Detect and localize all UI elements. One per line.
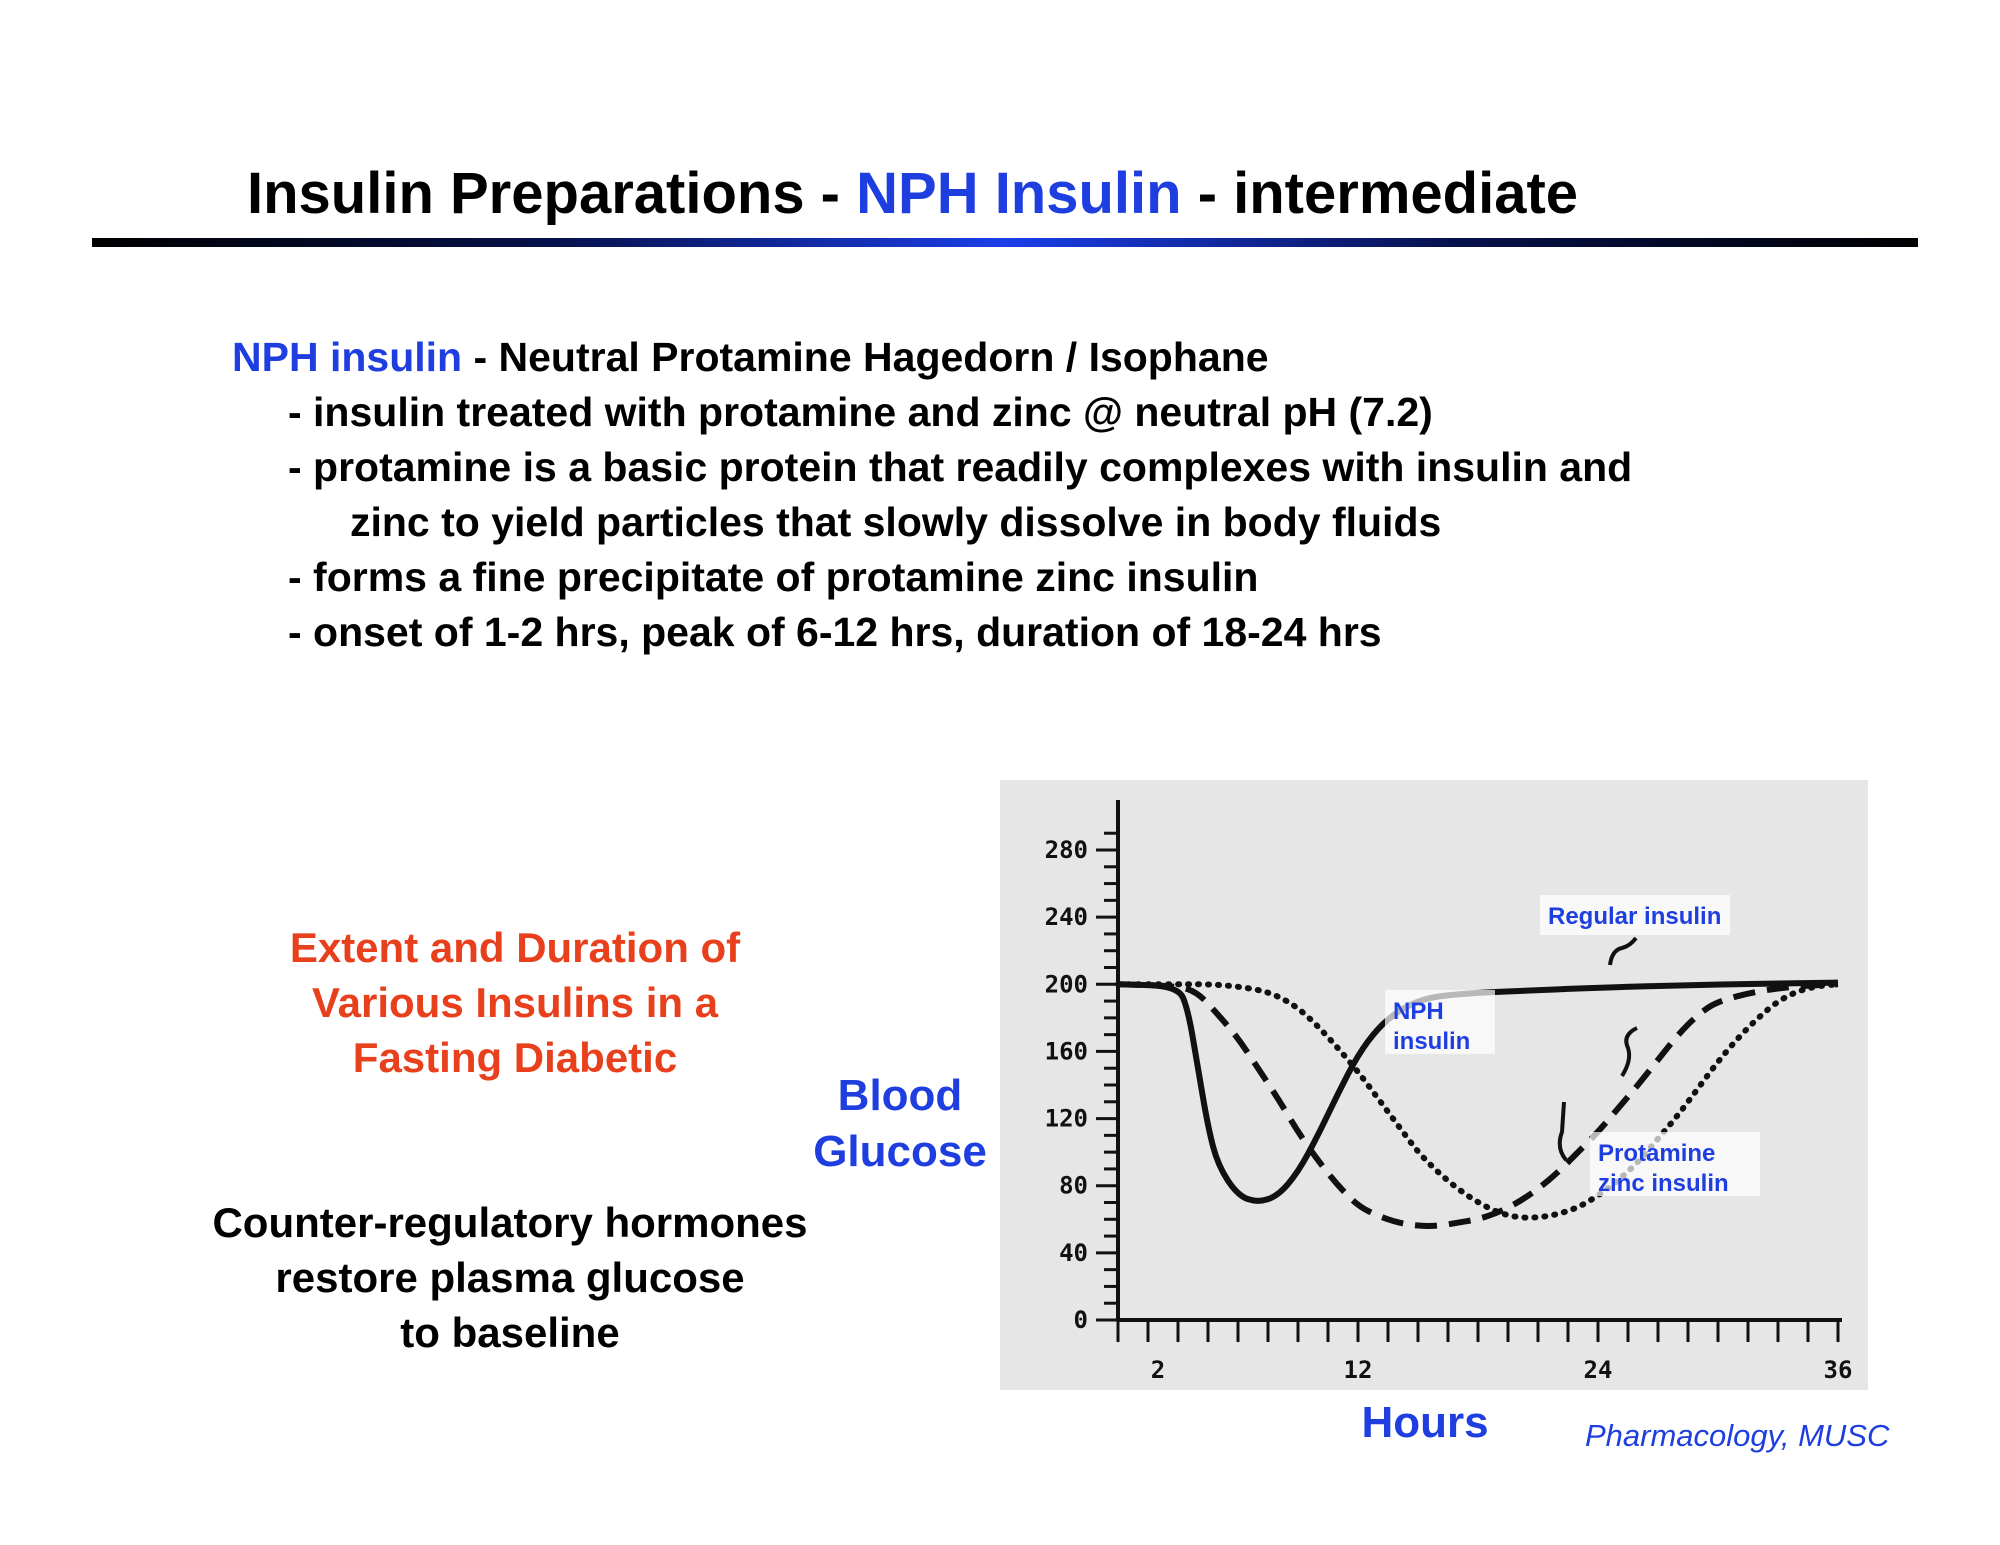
annotation-label: insulin (1393, 1028, 1471, 1055)
credit-text: Pharmacology, MUSC (1585, 1418, 1890, 1453)
bullet-1: - insulin treated with protamine and zinc @ neutral pH (7.2) (288, 389, 1433, 435)
y-axis-label-line: Blood (837, 1071, 963, 1120)
x-tick-label: 24 (1583, 1356, 1613, 1384)
y-axis-label (795, 1068, 1005, 1180)
y-tick-label: 120 (1044, 1104, 1088, 1133)
x-tick-label: 12 (1343, 1356, 1373, 1384)
title-part2: - intermediate (1181, 161, 1579, 226)
bullet-3: - forms a fine precipitate of protamine zinc insulin (288, 554, 1259, 600)
plot-background (1000, 780, 1868, 1390)
annotation-label: zinc insulin (1598, 1170, 1729, 1197)
intro-definition: - Neutral Protamine Hagedorn / Isophane (462, 334, 1269, 380)
y-tick-label: 240 (1044, 903, 1088, 932)
slide-title (247, 160, 1578, 227)
note-line: to baseline (400, 1309, 620, 1356)
chart-caption (210, 920, 820, 1085)
x-tick-label: 2 (1150, 1356, 1166, 1384)
annotation-label: Regular insulin (1548, 903, 1722, 930)
intro-heading (232, 330, 1632, 385)
x-tick-label: 36 (1823, 1356, 1853, 1384)
y-tick-label: 0 (1073, 1306, 1088, 1334)
title-underline (92, 238, 1918, 247)
y-tick-label: 80 (1059, 1171, 1088, 1200)
y-axis-label-line: Glucose (813, 1127, 987, 1176)
y-tick-label: 40 (1059, 1238, 1088, 1267)
title-highlight: NPH Insulin (856, 161, 1182, 226)
y-tick-label: 280 (1044, 836, 1088, 864)
title-part1: Insulin Preparations - (247, 161, 857, 226)
intro-term: NPH insulin (232, 334, 463, 380)
y-tick-label: 200 (1044, 970, 1088, 999)
bullet-4: - onset of 1-2 hrs, peak of 6-12 hrs, duration of 18-24 hrs (288, 609, 1382, 655)
annotation-label: NPH (1393, 998, 1444, 1025)
note-line: Counter-regulatory hormones (212, 1199, 808, 1246)
bullet-2-continued: zinc to yield particles that slowly dissolve in body fluids (350, 499, 1442, 545)
caption-line: Various Insulins in a (311, 979, 719, 1026)
y-tick-label: 160 (1044, 1037, 1088, 1066)
counter-regulatory-note (150, 1195, 870, 1360)
bullet-2: - protamine is a basic protein that readily complexes with insulin and (288, 444, 1633, 490)
intro-block (232, 330, 1632, 660)
annotation-label: Protamine (1598, 1140, 1716, 1167)
caption-line: Fasting Diabetic (352, 1034, 678, 1081)
caption-line: Extent and Duration of (289, 924, 741, 971)
glucose-chart (1000, 780, 1868, 1390)
note-line: restore plasma glucose (275, 1254, 745, 1301)
x-axis-label: Hours (1361, 1398, 1489, 1447)
